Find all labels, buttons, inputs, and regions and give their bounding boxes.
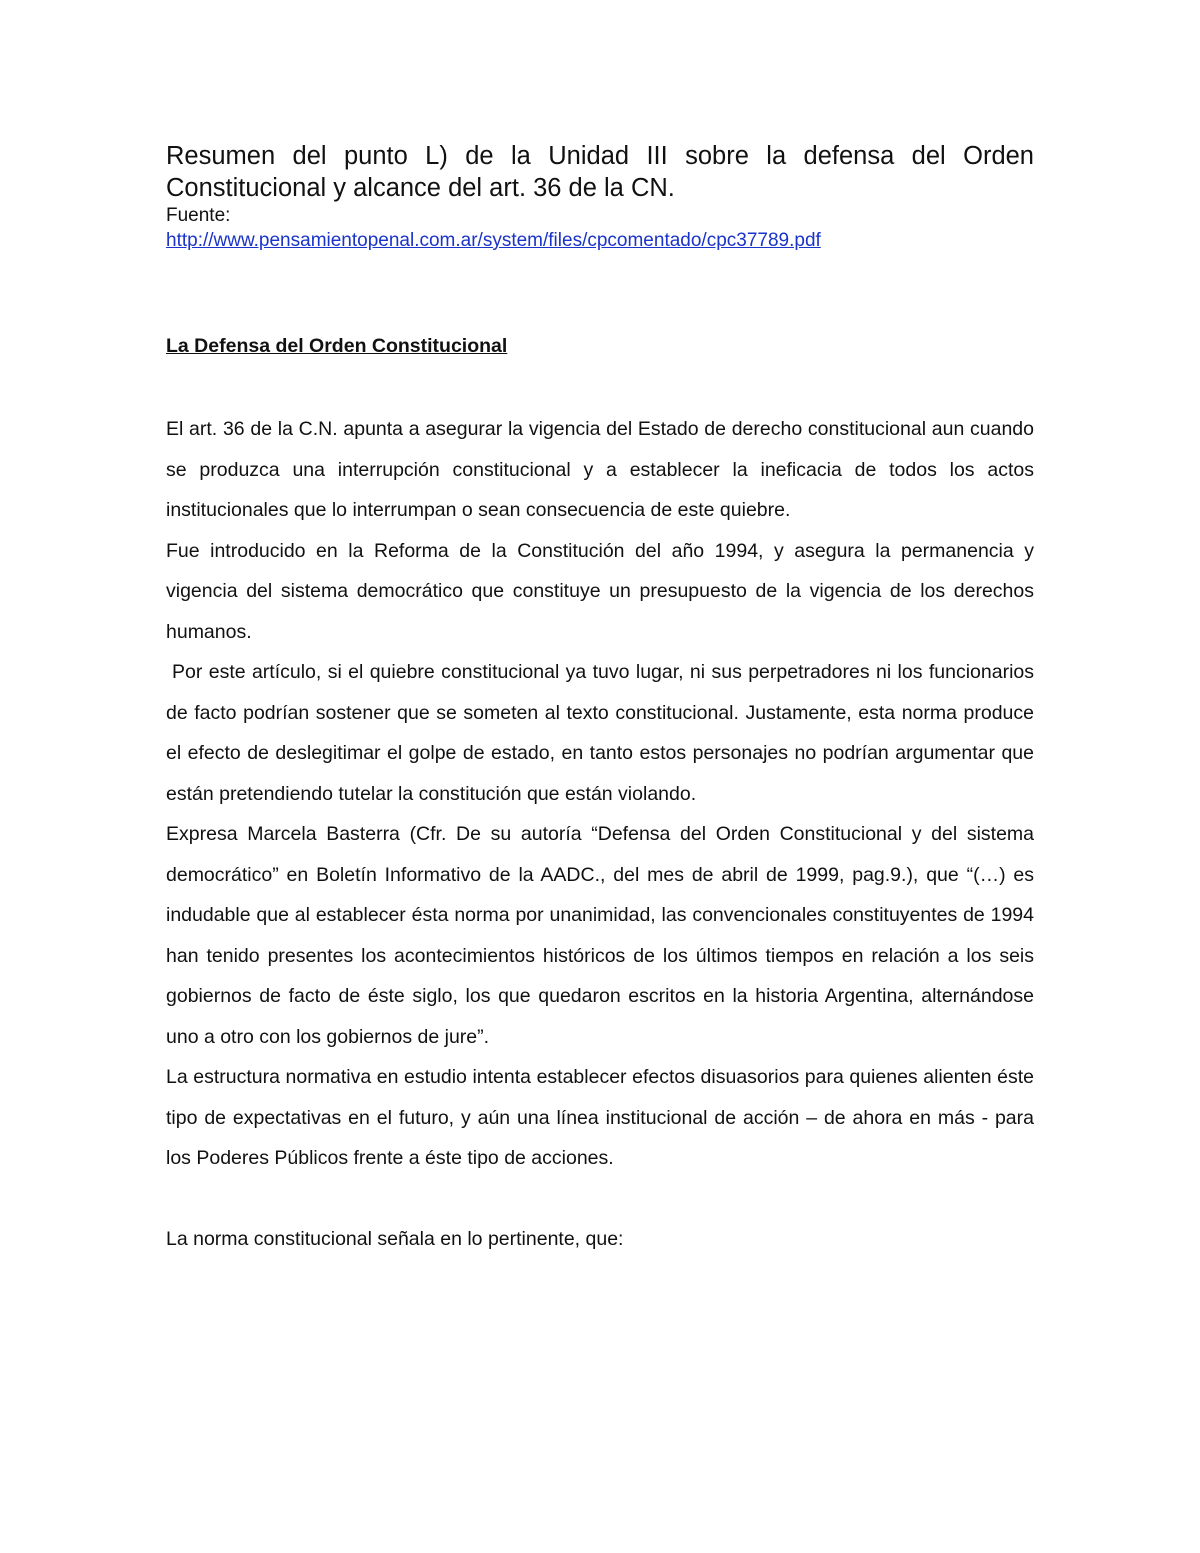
paragraph-4: Expresa Marcela Basterra (Cfr. De su autoría “Defensa del Orden Constitucional y del sistema democrático” en Boletín Informativo de la AADC., del mes de abril de 1999, pag.9.), que “(…) es indudable que al establecer ésta norma por unanimidad, las convencionales constituyentes de 1994 han tenido presentes los acontecimientos históricos de los últimos tiempos en relación a los seis gobiernos de facto de éste siglo, los que quedaron escritos en la historia Argentina, alternándose uno a otro con los gobiernos de jure”. xyxy=(166,823,1034,1048)
section-heading: La Defensa del Orden Constitucional xyxy=(166,335,508,357)
closing-line: La norma constitucional señala en lo pertinente, que: xyxy=(166,1227,624,1250)
document-title: Resumen del punto L) de la Unidad III sobre la defensa del Orden Constitucional y alcance del art. 36 de la CN. xyxy=(166,142,1034,202)
source-link[interactable]: http://www.pensamientopenal.com.ar/system/files/cpcomentado/cpc37789.pdf xyxy=(166,230,821,251)
paragraph-3: Por este artículo, si el quiebre constitucional ya tuvo lugar, ni sus perpetradores ni los funcionarios de facto podrían sostener que se someten al texto constitucional. Justamente, esta norma produce el efecto de deslegitimar el golpe de estado, en tanto estos personajes no podrían argumentar que están pretendiendo tutelar la constitución que están violando. xyxy=(166,661,1034,805)
source-label: Fuente: xyxy=(166,205,231,226)
paragraph-2: Fue introducido en la Reforma de la Constitución del año 1994, y asegura la permanencia y vigencia del sistema democrático que constituye un presupuesto de la vigencia de los derechos humanos. xyxy=(166,539,1034,643)
paragraph-1: El art. 36 de la C.N. apunta a asegurar la vigencia del Estado de derecho constitucional aun cuando se produzca una interrupción constitucional y a establecer la ineficacia de todos los actos institucionales que lo interrumpan o sean consecuencia de este quiebre. xyxy=(166,418,1034,521)
document-page xyxy=(166,140,1034,1259)
paragraph-5: La estructura normativa en estudio intenta establecer efectos disuasorios para quienes alienten éste tipo de expectativas en el futuro, y aún una línea institucional de acción – de ahora en más - para los Poderes Públicos frente a éste tipo de acciones. xyxy=(166,1066,1034,1169)
document-body xyxy=(166,409,1034,1179)
